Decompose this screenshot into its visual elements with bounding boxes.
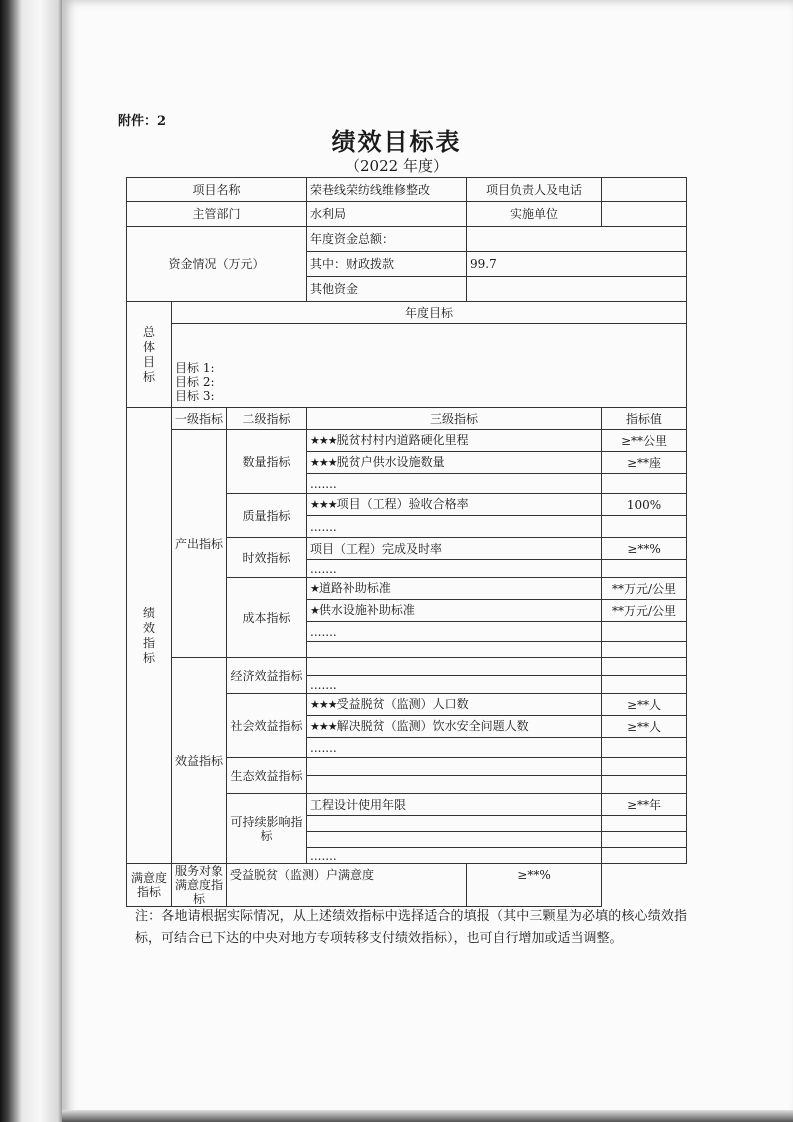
page-bottom-edge: [62, 1110, 793, 1122]
table-row: [127, 178, 687, 202]
owner-value: [602, 178, 687, 202]
indicator-text: 项目（工程）验收合格率: [336, 497, 469, 511]
indicator-text: 受益脱贫（监测）户满意度: [227, 864, 467, 907]
benefit-indicator-label: 效益指标: [172, 658, 227, 864]
quality-indicator-label: 质量指标: [227, 494, 307, 538]
satisfaction-level2-label: 服务对象满意度指标: [172, 864, 227, 907]
table-row: [127, 408, 687, 430]
star-rating-icon: ★★★: [310, 720, 337, 733]
indicator-placeholder: .......: [307, 516, 602, 538]
indicator-cell: [307, 642, 602, 658]
indicator-value: [602, 676, 687, 694]
funds-total-value: [467, 227, 687, 252]
owner-label: 项目负责人及电话: [467, 178, 602, 202]
funds-other-value: [467, 277, 687, 302]
indicator-value: ≥**人: [602, 694, 687, 716]
table-row: [127, 324, 687, 408]
indicators-section-label: 绩 效 指 标: [127, 408, 172, 864]
indicator-value: [602, 658, 687, 676]
indicator-text: 脱贫村村内道路硬化里程: [336, 433, 469, 447]
indicator-value: ≥**%: [602, 538, 687, 560]
star-rating-icon: ★: [310, 582, 319, 595]
indicator-cell: [307, 430, 602, 452]
indicator-value: **万元/公里: [602, 578, 687, 600]
indicator-placeholder: .......: [307, 676, 602, 694]
output-indicator-label: 产出指标: [172, 430, 227, 658]
star-rating-icon: ★: [310, 604, 319, 617]
indicator-placeholder: .......: [307, 738, 602, 758]
funds-total-label: 年度资金总额：: [307, 227, 467, 252]
star-rating-icon: ★★★: [310, 698, 337, 711]
funds-other-label: 其他资金: [307, 277, 467, 302]
indicator-value: [602, 832, 687, 848]
indicator-cell: [307, 776, 602, 794]
indicator-cell: [307, 452, 602, 474]
indicator-text: 项目（工程）完成及时率: [307, 538, 602, 560]
table-row: [127, 864, 687, 907]
col-level3-header: 三级指标: [307, 408, 602, 430]
col-value-header: 指标值: [602, 408, 687, 430]
social-indicator-label: 社会效益指标: [227, 694, 307, 758]
cost-indicator-label: 成本指标: [227, 578, 307, 658]
indicator-value: [602, 776, 687, 794]
indicator-placeholder: .......: [307, 560, 602, 578]
indicator-value: 100%: [602, 494, 687, 516]
indicator-value: ≥**座: [602, 452, 687, 474]
indicator-cell: [307, 816, 602, 832]
indicator-text: 供水设施补助标准: [318, 603, 415, 617]
indicator-value: ≥**公里: [602, 430, 687, 452]
footnote: 注：各地请根据实际情况，从上述绩效指标中选择适合的填报（其中三颗星为必填的核心绩效指标，可结合已下达的中央对地方专项转移支付绩效指标），也可自行增加或适当调整。: [135, 909, 687, 946]
indicator-value: ≥**年: [602, 794, 687, 816]
document-title: 绩效目标表: [331, 127, 462, 156]
table-row: [127, 227, 687, 252]
table-row: [127, 302, 687, 324]
col-level1-header: 一级指标: [172, 408, 227, 430]
document-year: （2022 年度）: [345, 157, 448, 175]
indicator-text: 脱贫户供水设施数量: [336, 455, 445, 469]
indicator-cell: [307, 694, 602, 716]
indicator-cell: [307, 658, 602, 676]
sustainable-indicator-label: 可持续影响指标: [227, 794, 307, 864]
indicator-text: 道路补助标准: [318, 581, 391, 595]
indicator-value: [602, 560, 687, 578]
indicator-value: [602, 816, 687, 832]
goal-3: 目标 3:: [175, 389, 215, 403]
indicator-value: ≥**人: [602, 716, 687, 738]
indicator-placeholder: .......: [307, 474, 602, 494]
indicator-cell: [307, 716, 602, 738]
satisfaction-indicator-label: 满意度指标: [127, 864, 172, 907]
star-rating-icon: ★★★: [310, 434, 337, 447]
ecological-indicator-label: 生态效益指标: [227, 758, 307, 794]
impl-value: [602, 202, 687, 227]
indicator-value: [602, 516, 687, 538]
goal-1: 目标 1:: [175, 361, 215, 375]
table-row: [127, 202, 687, 227]
attachment-label: 附件：2: [118, 114, 167, 129]
economic-indicator-label: 经济效益指标: [227, 658, 307, 694]
dept-label: 主管部门: [127, 202, 307, 227]
indicator-placeholder: .......: [307, 622, 602, 642]
indicator-placeholder: .......: [307, 848, 602, 864]
funds-label: 资金情况（万元）: [127, 227, 307, 302]
impl-label: 实施单位: [467, 202, 602, 227]
indicator-cell: [307, 600, 602, 622]
indicator-cell: [307, 578, 602, 600]
funds-fiscal-value: 99.7: [467, 252, 687, 277]
indicator-cell: [307, 758, 602, 776]
indicator-value: [602, 622, 687, 642]
funds-fiscal-label: 其中：财政拨款: [307, 252, 467, 277]
indicator-value: **万元/公里: [602, 600, 687, 622]
indicator-text: 解决脱贫（监测）饮水安全问题人数: [336, 719, 529, 733]
performance-target-table: [126, 177, 687, 907]
star-rating-icon: ★★★: [310, 456, 337, 469]
col-level2-header: 二级指标: [227, 408, 307, 430]
indicator-text: 受益脱贫（监测）人口数: [336, 697, 469, 711]
indicator-value: [602, 738, 687, 758]
indicator-value: [602, 848, 687, 864]
project-name-label: 项目名称: [127, 178, 307, 202]
indicator-text: 工程设计使用年限: [307, 794, 602, 816]
goal-list: [172, 324, 687, 408]
indicator-cell: [307, 832, 602, 848]
overall-goal-label: 总 体 目 标: [127, 302, 172, 408]
quantity-indicator-label: 数量指标: [227, 430, 307, 494]
table-row: [127, 658, 687, 676]
indicator-value: [602, 474, 687, 494]
indicator-value: ≥**%: [467, 864, 602, 907]
annual-goal-header: 年度目标: [172, 302, 687, 324]
indicator-value: [602, 758, 687, 776]
indicator-cell: [307, 494, 602, 516]
star-rating-icon: ★★★: [310, 498, 337, 511]
table-row: [127, 430, 687, 452]
indicator-value: [602, 642, 687, 658]
project-name-value: 荣巷线荣纺线维修整改: [307, 178, 467, 202]
timeliness-indicator-label: 时效指标: [227, 538, 307, 578]
goal-2: 目标 2:: [175, 375, 215, 389]
dept-value: 水利局: [307, 202, 467, 227]
